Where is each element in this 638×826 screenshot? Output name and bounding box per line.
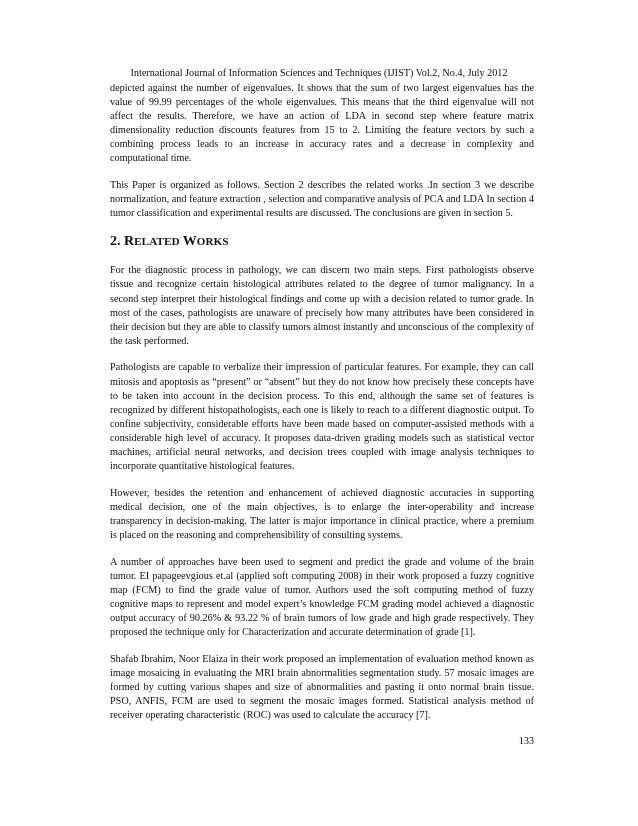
section-title-initial-2: W [182,234,197,250]
paragraph-section-2: Pathologists are capable to verbalize their impression of particular features. For example, they can call mitosis and apoptosis as “present” or “absent” but they do not know how precisely these concepts have to be taken into account in the decision process. To this end, although the same set of features is recognized by different histopathologists, each one is likely to reach to a different diagnostic output. To confine subjectivity, considerable efforts have been made based on computer-assisted methods with a considerable high level of accuracy. It proposes data-driven grading models such as statistical vector machines, artificial neural networks, and decision trees coupled with image analysis techniques to incorporate quantitative histological features. [110,362,534,473]
section-title-rest-1: ELATED [134,236,183,249]
paragraph-section-3: However, besides the retention and enhancement of achieved diagnostic accuracies in supporting medical decision, one of the main objectives, is to enlarge the inter-operability and increase transparency in decision-making. The latter is major importance in clinical practice, where a premium is placed on the reasoning and comprehensibility of consulting systems. [110,487,534,541]
section-title-rest-2: ORKS [196,236,229,249]
paragraph-section-1: For the diagnostic process in pathology, we can discern two main steps. First pathologists observe tissue and recognize certain histological attributes related to the degree of tumor malignancy. In a second step interpret their histological findings and come up with a decision related to tumor grade. In most of the cases, pathologists are unaware of precisely how many attributes have been considered in their decision but they are able to classify tumors almost instantly and unconscious of the complexity of the task performed. [110,265,534,347]
section-number: 2. [110,234,124,250]
page-body [110,82,534,736]
paragraph-section-5: Shafab Ibrahim, Noor Elaiza in their work proposed an implementation of evaluation method known as image mosaicing in evaluating the MRI brain abnormalities segmentation study. 57 mosaic images are formed by cutting various shapes and size of abnormalities and pasting it onto normal brain tissue. PSO, ANFIS, FCM are used to segment the mosaic images formed. Statistical analysis method of receiver operating characteristic (ROC) was used to calculate the accuracy [7]. [110,653,534,721]
section-title-initial-1: R [124,234,135,250]
running-header: International Journal of Information Sciences and Techniques (IJIST) Vol.2, No.4, July 2012 [130,68,508,79]
paragraph-intro-2: This Paper is organized as follows. Section 2 describes the related works .In section 3 we describe normalization, and feature extraction , selection and comparative analysis of PCA and LDA In section 4 tumor classification and experimental results are discussed. The conclusions are given in section 5. [110,180,534,220]
paragraph-section-4: A number of approaches have been used to segment and predict the grade and volume of the brain tumor. EI papageevgious et.al (applied soft computing 2008) in their work proposed a fuzzy cognitive map (FCM) to find the grade value of tumor. Authors used the soft computing method of fuzzy cognitive maps to represent and model expert’s knowledge FCM grading model achieved a diagnostic output accuracy of 90.26% & 93.22 % of brain tumors of low grade and high grade respectively. They proposed the technique only for Characterization and accurate determination of grade [1]. [110,556,534,638]
section-heading-related-works [110,234,534,250]
paragraph-intro-1: depicted against the number of eigenvalues. It shows that the sum of two largest eigenvalues has the value of 99.99 percentages of the whole eigenvalues. This means that the third eigenvalue will not affect the results. Therefore, we have an action of LDA in second step where feature matrix dimensionality reduction discounts features from 15 to 2. Limiting the feature vectors by such a combining process leads to an increase in accuracy rates and a decrease in complexity and computational time. [110,83,534,165]
page-number: 133 [518,736,534,747]
